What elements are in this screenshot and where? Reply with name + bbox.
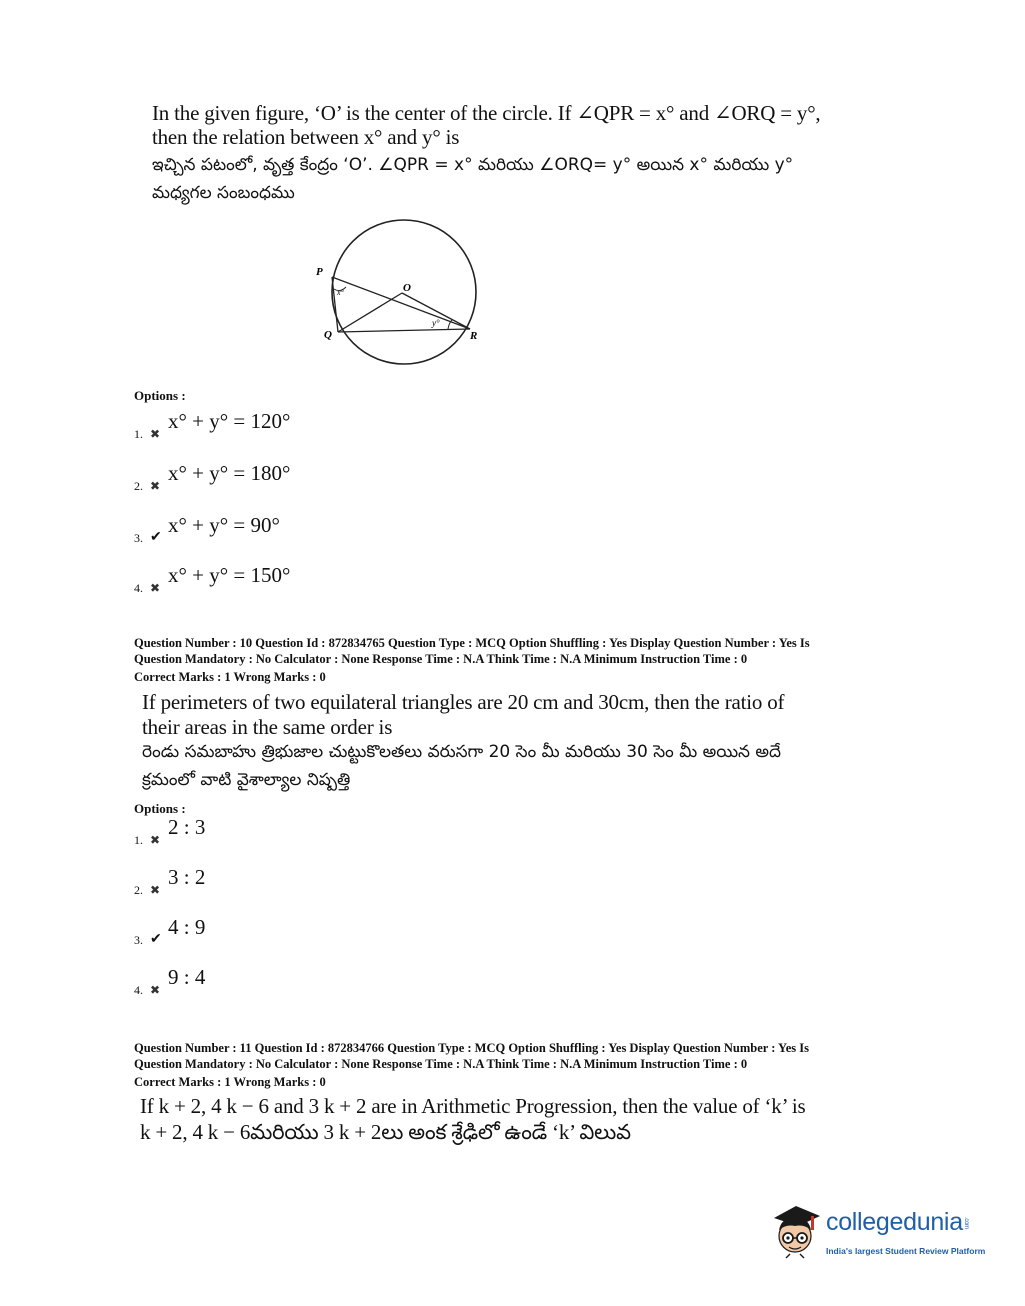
option-number: 1. (134, 427, 143, 441)
option-value: x° + y° = 150° (168, 563, 291, 587)
q10-options-heading: Options : (134, 801, 186, 816)
mascot-icon (768, 1200, 824, 1262)
chord-qr (338, 329, 470, 332)
label-o: O (403, 282, 411, 294)
check-icon: ✔ (150, 530, 162, 545)
option-value: 3 : 2 (168, 865, 206, 889)
q10-text-en-line1: If perimeters of two equilateral triangles are 20 cm and 30cm, then the ratio of (142, 690, 785, 714)
option-number: 3. (134, 933, 143, 947)
brand-suffix: .com (962, 1217, 969, 1230)
cross-icon: ✖ (150, 581, 161, 595)
q9-text-te-line2: మధ్యగల సంబంధము (152, 183, 295, 203)
option-value: x° + y° = 180° (168, 461, 291, 485)
q10-option-4[interactable] (134, 965, 206, 998)
q10-meta-line1: Question Number : 10 Question Id : 872834765 Question Type : MCQ Option Shuffling : Yes Display Question Number : Yes Is (134, 636, 810, 650)
label-q: Q (324, 329, 332, 341)
cross-icon: ✖ (150, 427, 161, 441)
q10-meta (134, 636, 894, 686)
q9-option-3[interactable] (134, 513, 290, 546)
q9-options-heading: Options : (134, 388, 186, 403)
q11-meta-line3: Correct Marks : 1 Wrong Marks : 0 (134, 1075, 326, 1089)
q9-text-en-line1: In the given figure, ‘O’ is the center of the circle. If ∠QPR = x° and ∠ORQ = y°, (152, 101, 821, 125)
option-value: x° + y° = 90° (168, 513, 280, 537)
q10-option-1[interactable] (134, 815, 206, 848)
check-icon: ✔ (150, 932, 162, 947)
q10-options-list (134, 815, 206, 998)
cross-icon: ✖ (150, 883, 161, 897)
q10-option-3[interactable] (134, 915, 206, 948)
q11-text-te-line1: k + 2, 4 k − 6మరియు 3 k + 2లు అంక శ్రేఢిలో ఉండే ‘k’ విలువ (140, 1120, 631, 1144)
option-number: 2. (134, 479, 143, 493)
q9-text-te-line1: ఇచ్చిన పటంలో, వృత్త కేంద్రం ‘O’. ∠QPR = x° మరియు ∠ORQ= y° అయిన x° మరియు y° (152, 155, 794, 175)
option-number: 4. (134, 581, 143, 595)
option-value: 4 : 9 (168, 915, 206, 939)
q10-text-en-line2: their areas in the same order is (142, 715, 393, 739)
q9-option-1[interactable] (134, 409, 291, 442)
option-value: x° + y° = 120° (168, 409, 291, 433)
option-number: 4. (134, 983, 143, 997)
cross-icon: ✖ (150, 479, 161, 493)
segment-oq (338, 293, 402, 332)
q9-options-list (134, 409, 291, 596)
q11-meta-line2: Question Mandatory : No Calculator : None Response Time : N.A Think Time : N.A Minimum Instruction Time : 0 (134, 1056, 748, 1071)
q9-option-2[interactable] (134, 461, 291, 494)
q10-text-te-line1: రెండు సమబాహు త్రిభుజాల చుట్టుకొలతలు వరుసగా 20 సెం మీ మరియు 30 సెం మీ అయిన అదే (142, 742, 781, 762)
option-value: 9 : 4 (168, 965, 206, 989)
label-p: P (316, 266, 323, 278)
option-number: 2. (134, 883, 143, 897)
cross-icon: ✖ (150, 983, 161, 997)
q11-meta-line1: Question Number : 11 Question Id : 872834766 Question Type : MCQ Option Shuffling : Yes Display Question Number : Yes Is (134, 1041, 809, 1055)
brand-name: collegedunia (826, 1208, 963, 1236)
q10-meta-line3: Correct Marks : 1 Wrong Marks : 0 (134, 670, 326, 684)
q9-circle-figure (310, 215, 490, 375)
q9-option-4[interactable] (134, 563, 291, 596)
q10-meta-line2: Question Mandatory : No Calculator : None Response Time : N.A Think Time : N.A Minimum Instruction Time : 0 (134, 651, 748, 666)
option-value: 2 : 3 (168, 815, 206, 839)
option-number: 1. (134, 833, 143, 847)
q9-text-en-line2: then the relation between x° and y° is (152, 125, 460, 149)
option-number: 3. (134, 531, 143, 545)
label-r: R (470, 330, 478, 342)
chord-pr (332, 277, 470, 329)
q11-text-en-line1: If k + 2, 4 k − 6 and 3 k + 2 are in Arithmetic Progression, then the value of ‘k’ is (140, 1094, 806, 1118)
label-angle-x: x° (337, 288, 344, 297)
q10-text-te-line2: క్రమంలో వాటి వైశాల్యాల నిష్పత్తి (142, 770, 351, 790)
cross-icon: ✖ (150, 833, 161, 847)
q10-option-2[interactable] (134, 865, 206, 898)
collegedunia-logo[interactable] (768, 1198, 998, 1270)
q11-meta (134, 1041, 894, 1091)
label-angle-y: y° (432, 318, 440, 328)
brand-tagline: India's largest Student Review Platform (826, 1246, 986, 1256)
